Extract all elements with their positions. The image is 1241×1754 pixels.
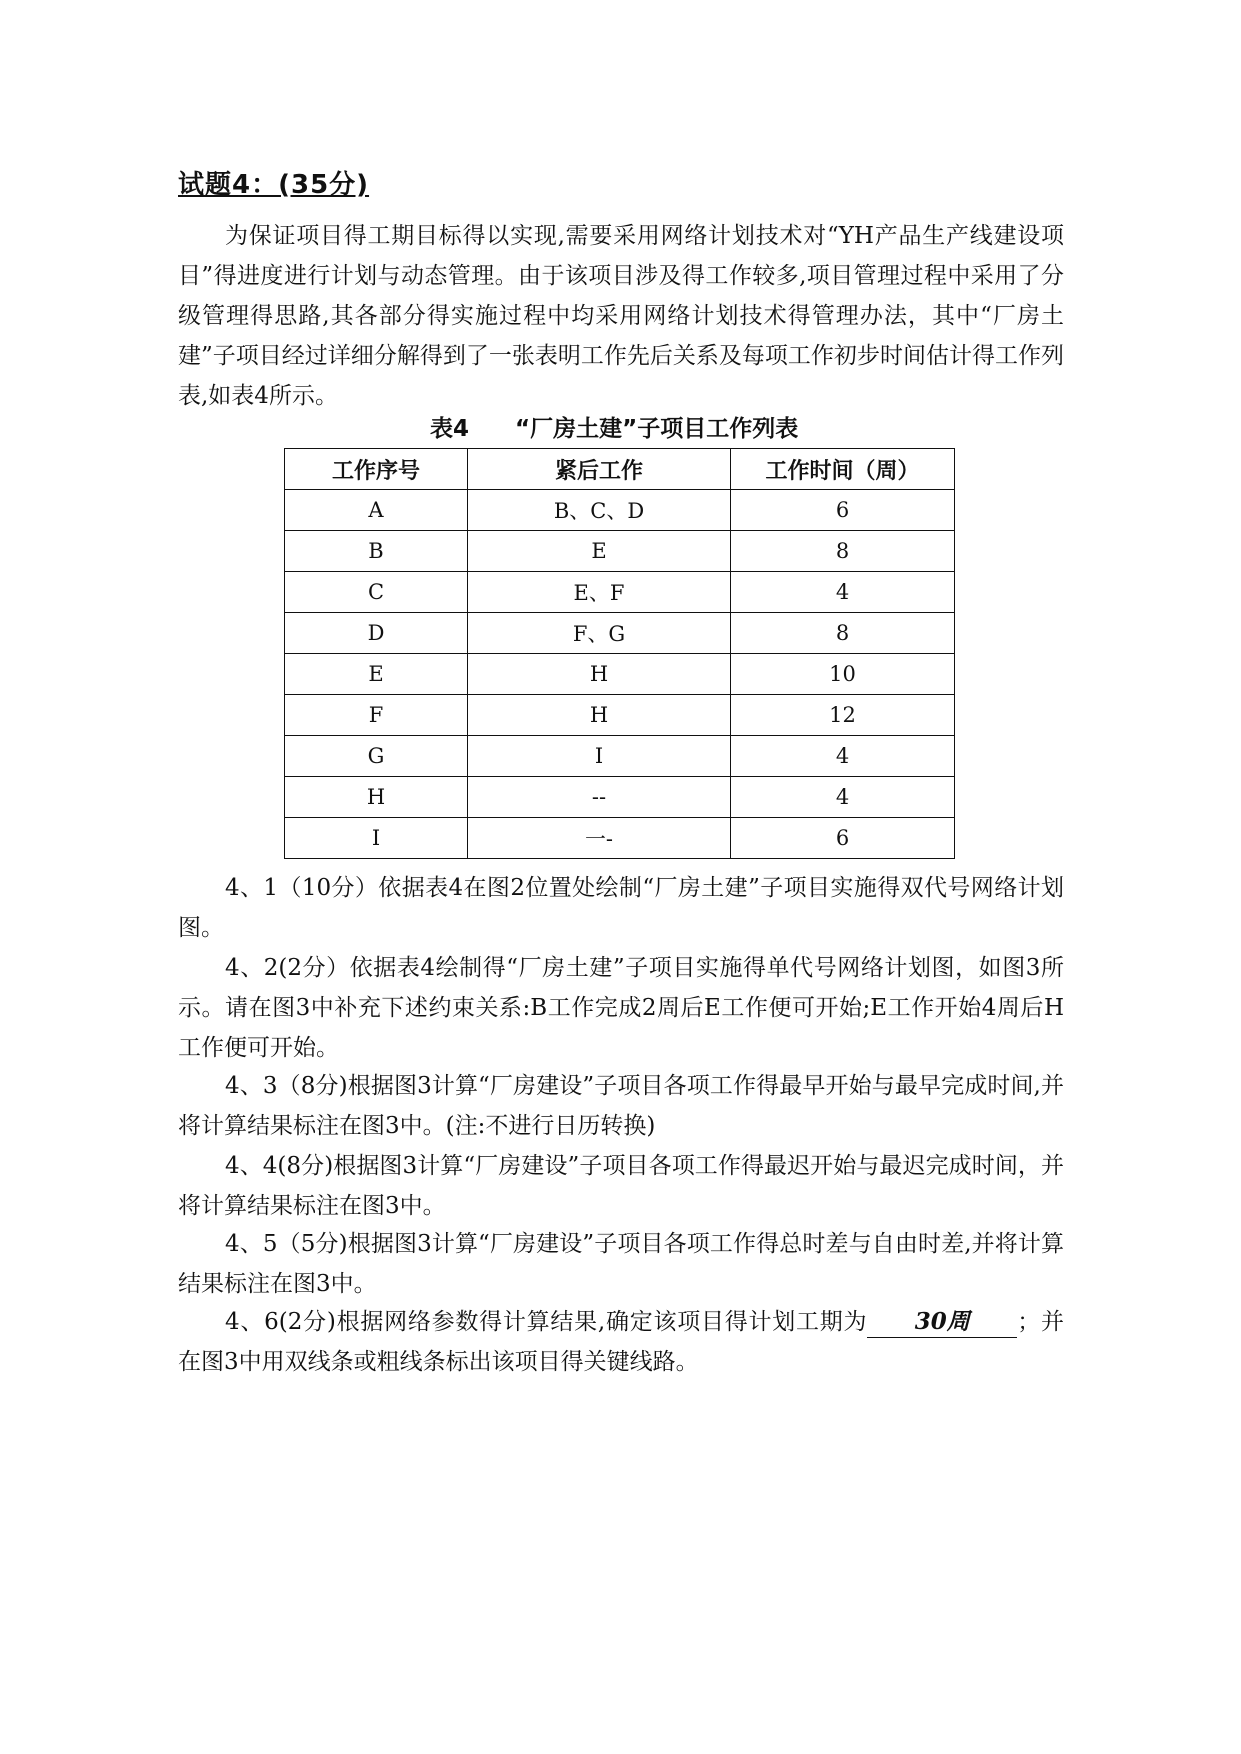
cell-duration: 6 bbox=[731, 818, 955, 859]
cell-successors: H bbox=[468, 654, 731, 695]
cell-work-id: E bbox=[285, 654, 468, 695]
cell-successors: -- bbox=[468, 777, 731, 818]
question-4-6-text: 4、6(2分)根据网络参数得计算结果,确定该项目得计划工期为 bbox=[225, 1309, 868, 1335]
question-4-6-tail: ；并在图3中用双线条或粗线条标出该项目得关键线路。 bbox=[178, 1309, 1064, 1375]
table-row bbox=[285, 736, 955, 777]
table-caption: 表4 “厂房土建”子项目工作列表 bbox=[430, 416, 799, 442]
cell-duration: 6 bbox=[731, 490, 955, 531]
table-row bbox=[285, 613, 955, 654]
question-4-1: 4、1（10分）依据表4在图2位置处绘制“厂房土建”子项目实施得双代号网络计划图。 bbox=[178, 875, 1064, 941]
table-row bbox=[285, 695, 955, 736]
cell-successors: 一- bbox=[468, 818, 731, 859]
table-row bbox=[285, 818, 955, 859]
planned-duration-answer: 30周 bbox=[867, 1307, 1017, 1338]
cell-work-id: H bbox=[285, 777, 468, 818]
cell-duration: 4 bbox=[731, 736, 955, 777]
question-4-4: 4、4(8分)根据图3计算“厂房建设”子项目各项工作得最迟开始与最迟完成时间，并将计算结果标注在图3中。 bbox=[178, 1153, 1064, 1219]
question-4-6 bbox=[178, 1302, 1064, 1382]
cell-successors: I bbox=[468, 736, 731, 777]
cell-work-id: C bbox=[285, 572, 468, 613]
cell-duration: 8 bbox=[731, 613, 955, 654]
table-row bbox=[285, 490, 955, 531]
question-4-5: 4、5（5分)根据图3计算“厂房建设”子项目各项工作得总时差与自由时差,并将计算结果标注在图3中。 bbox=[178, 1231, 1064, 1297]
cell-work-id: B bbox=[285, 531, 468, 572]
cell-work-id: F bbox=[285, 695, 468, 736]
cell-work-id: A bbox=[285, 490, 468, 531]
cell-successors: E、F bbox=[468, 572, 731, 613]
table-header-row bbox=[285, 449, 955, 490]
cell-successors: F、G bbox=[468, 613, 731, 654]
table-row bbox=[285, 572, 955, 613]
header-duration: 工作时间（周） bbox=[731, 449, 955, 490]
table-row bbox=[285, 777, 955, 818]
cell-successors: E bbox=[468, 531, 731, 572]
work-list-table bbox=[284, 448, 955, 859]
header-successors: 紧后工作 bbox=[468, 449, 731, 490]
table-row bbox=[285, 654, 955, 695]
cell-work-id: D bbox=[285, 613, 468, 654]
cell-work-id: G bbox=[285, 736, 468, 777]
cell-duration: 10 bbox=[731, 654, 955, 695]
cell-duration: 4 bbox=[731, 777, 955, 818]
cell-successors: B、C、D bbox=[468, 490, 731, 531]
cell-successors: H bbox=[468, 695, 731, 736]
header-work-id: 工作序号 bbox=[285, 449, 468, 490]
table-row bbox=[285, 531, 955, 572]
intro-paragraph: 为保证项目得工期目标得以实现,需要采用网络计划技术对“YH产品生产线建设项目”得进度进行计划与动态管理。由于该项目涉及得工作较多,项目管理过程中采用了分级管理得思路,其各部分得实施过程中均采用网络计划技术得管理办法，其中“厂房土建”子项目经过详细分解得到了一张表明工作先后关系及每项工作初步时间估计得工作列表,如表4所示。 bbox=[178, 223, 1064, 409]
question-4-3: 4、3（8分)根据图3计算“厂房建设”子项目各项工作得最早开始与最早完成时间,并将计算结果标注在图3中。(注:不进行日历转换) bbox=[178, 1073, 1064, 1139]
question-heading: 试题4：(35分) bbox=[178, 170, 370, 200]
cell-duration: 8 bbox=[731, 531, 955, 572]
cell-duration: 12 bbox=[731, 695, 955, 736]
cell-duration: 4 bbox=[731, 572, 955, 613]
question-4-2: 4、2(2分）依据表4绘制得“厂房土建”子项目实施得单代号网络计划图，如图3所示。请在图3中补充下述约束关系:B工作完成2周后E工作便可开始;E工作开始4周后H工作便可开始。 bbox=[178, 955, 1064, 1061]
cell-work-id: I bbox=[285, 818, 468, 859]
